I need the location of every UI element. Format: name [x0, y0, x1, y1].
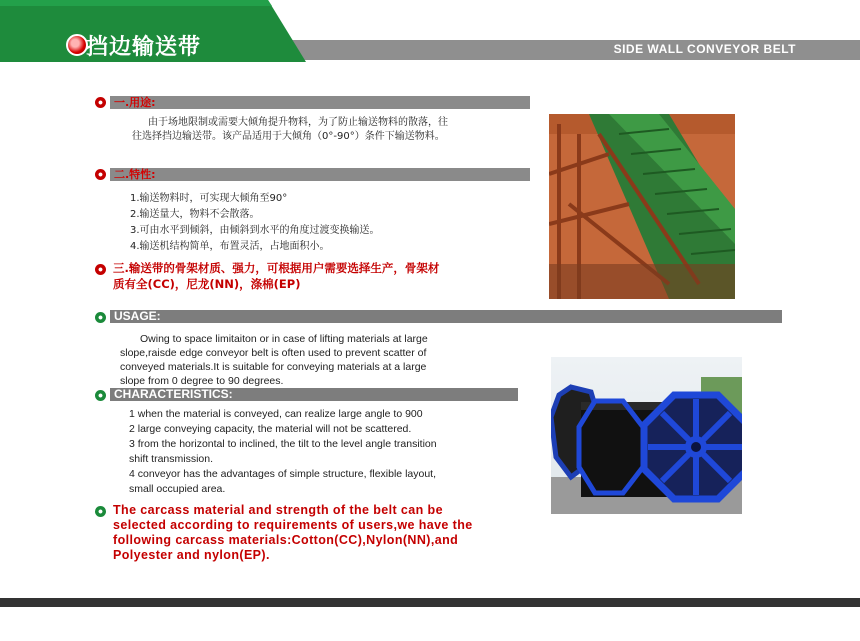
bullet-icon	[95, 506, 106, 517]
material-line: Polyester and nylon(EP).	[113, 548, 270, 562]
cn-feature-item: 4.输送机结构简单，布置灵活，占地面积小。	[130, 241, 330, 252]
material-line: selected according to requirements of users,we have the	[113, 518, 473, 532]
cn-feature-item: 1.输送物料时，可实现大倾角至90°	[130, 193, 288, 204]
characteristics-line: 3 from the horizontal to inclined, the tilt to the level angle transition	[129, 438, 437, 450]
characteristics-line: small occupied area.	[129, 483, 226, 495]
cn-material-line-2: 质有全(CC)，尼龙(NN)，涤棉(EP)	[113, 277, 301, 291]
section-heading-cn-usage: 一.用途:	[110, 96, 530, 109]
cn-feature-item: 2.输送量大，物料不会散落。	[130, 209, 260, 220]
section-heading-usage: USAGE:	[110, 310, 782, 323]
material-line: following carcass materials:Cotton(CC),Nylon(NN),and	[113, 533, 459, 547]
page-title-cn: 挡边输送带	[86, 35, 202, 60]
usage-line: slope,raisde edge conveyor belt is often used to prevent scatter of	[120, 347, 427, 359]
bullet-icon	[95, 312, 106, 323]
cn-usage-text-2: 往选择挡边输送带。该产品适用于大倾角（0°-90°）条件下输送物料。	[132, 131, 445, 142]
characteristics-line: 1 when the material is conveyed, can realize large angle to 900	[129, 408, 423, 420]
usage-line: conveyed materials.It is suitable for conveying materials at a large	[120, 361, 427, 373]
bullet-icon	[95, 169, 106, 180]
logo-icon	[66, 34, 88, 56]
cn-feature-item: 3.可由水平到倾斜，由倾斜到水平的角度过渡变换输送。	[130, 225, 380, 236]
characteristics-line: 2 large conveying capacity, the material will not be scattered.	[129, 423, 412, 435]
material-line: The carcass material and strength of the belt can be	[113, 503, 443, 517]
footer-bar	[0, 598, 860, 607]
bullet-icon	[95, 390, 106, 401]
cn-material-line-1: 三.输送带的骨架材质、强力，可根据用户需要选择生产，骨架材	[113, 261, 440, 275]
usage-line: slope from 0 degree to 90 degrees.	[120, 375, 284, 387]
usage-line: Owing to space limitaiton or in case of lifting materials at large	[140, 333, 428, 345]
bullet-icon	[95, 97, 106, 108]
page-title-en: SIDE WALL CONVEYOR BELT	[613, 42, 796, 56]
section-heading-characteristics: CHARACTERISTICS:	[110, 388, 518, 401]
inclined-conveyor-photo	[549, 114, 735, 299]
characteristics-line: shift transmission.	[129, 453, 214, 465]
cn-usage-text-1: 由于场地限制或需要大倾角提升物料，为了防止输送物料的散落，往	[148, 117, 448, 128]
belt-reels-photo	[551, 357, 742, 514]
characteristics-line: 4 conveyor has the advantages of simple structure, flexible layout,	[129, 468, 437, 480]
section-heading-cn-features: 二.特性:	[110, 168, 530, 181]
bullet-icon	[95, 264, 106, 275]
